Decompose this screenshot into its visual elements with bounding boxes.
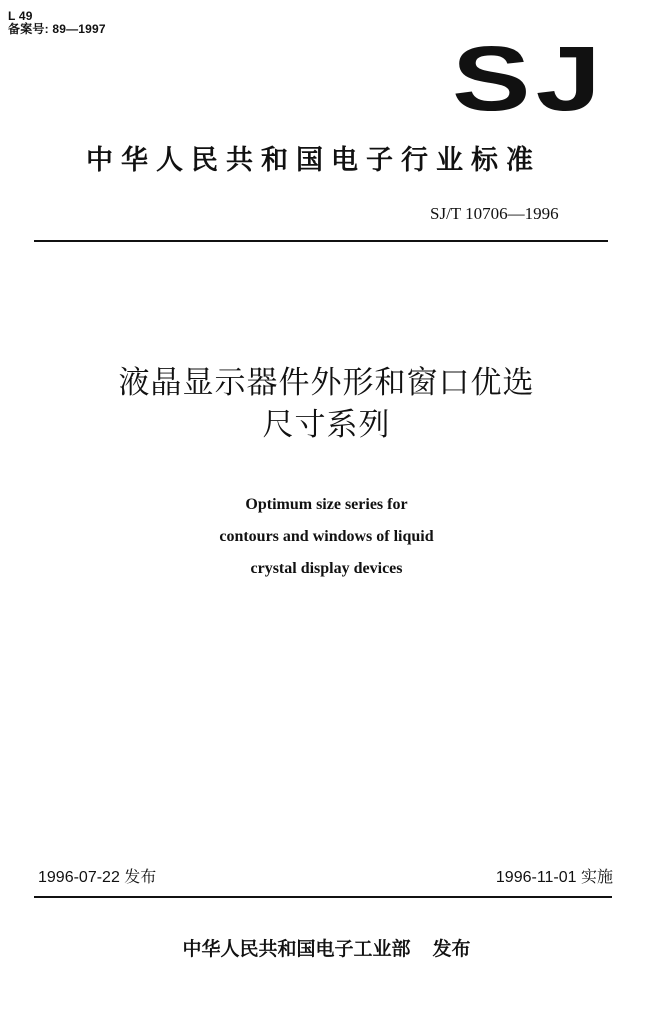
title-en-line-2: contours and windows of liquid	[219, 528, 434, 545]
sj-logo: SJ	[452, 28, 607, 130]
filing-number: 备案号: 89—1997	[8, 22, 106, 36]
document-title-cn	[0, 362, 653, 446]
implementation-date: 1996-11-01 实施	[495, 869, 613, 886]
standard-number: SJ/T 10706—1996	[430, 204, 559, 223]
title-en-line-1: Optimum size series for	[245, 496, 408, 513]
top-divider	[34, 240, 608, 242]
issue-date: 1996-07-22 发布	[38, 869, 157, 886]
publisher-action: 发布	[432, 938, 471, 960]
standard-category-title: 中华人民共和国电子行业标准	[86, 145, 541, 176]
class-code: L 49	[8, 9, 33, 23]
title-cn-line-1: 液晶显示器件外形和窗口优选	[118, 365, 535, 401]
document-title-en	[0, 489, 653, 585]
title-en-line-3: crystal display devices	[250, 560, 403, 577]
publisher-name: 中华人民共和国电子工业部	[182, 938, 411, 960]
classification-block	[8, 10, 106, 36]
title-cn-line-2: 尺寸系列	[262, 407, 391, 443]
publisher-line	[0, 934, 653, 961]
bottom-divider	[34, 896, 612, 898]
